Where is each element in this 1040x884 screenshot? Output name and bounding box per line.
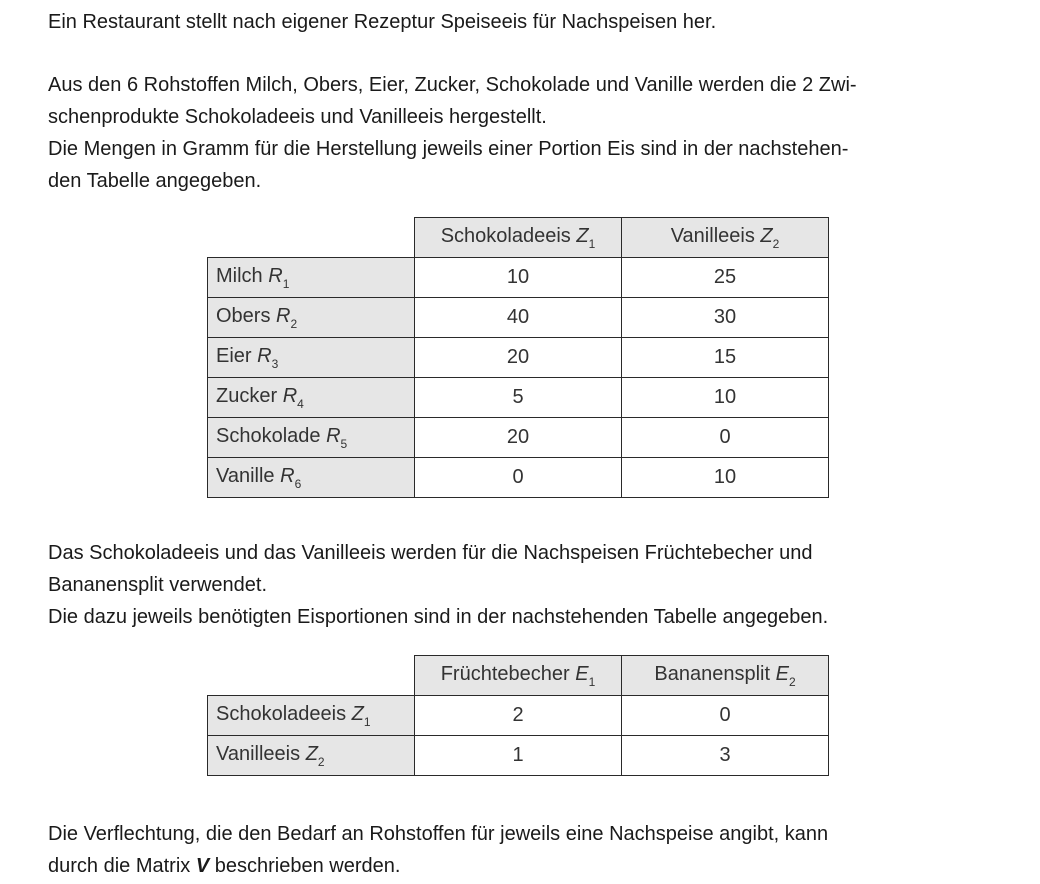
table-row bbox=[208, 696, 829, 736]
paragraph-line: Das Schokoladeeis und das Vanilleeis werden für die Nachspeisen Früchtebecher und bbox=[48, 542, 813, 564]
table-row bbox=[208, 378, 829, 418]
intro-paragraph bbox=[48, 6, 1008, 38]
column-header: Früchtebecher $E_1$ bbox=[415, 656, 622, 696]
table-row bbox=[208, 736, 829, 776]
paragraph-line: Die Mengen in Gramm für die Herstellung jeweils einer Portion Eis sind in der nachstehen- bbox=[48, 138, 849, 160]
table-cell: 3 bbox=[622, 736, 829, 776]
table-corner bbox=[208, 218, 415, 258]
table-cell: 2 bbox=[415, 696, 622, 736]
row-header: Schokolade $R_5$ bbox=[208, 418, 415, 458]
table-cell: 1 bbox=[415, 736, 622, 776]
raw-materials-table bbox=[207, 217, 829, 498]
paragraph-line: Die dazu jeweils benötigten Eisportionen sind in der nachstehenden Tabelle angegeben. bbox=[48, 606, 829, 628]
table-cell: 0 bbox=[622, 418, 829, 458]
row-header: Zucker $R_4$ bbox=[208, 378, 415, 418]
row-header: Milch $R_1$ bbox=[208, 258, 415, 298]
column-header: Vanilleeis $Z_2$ bbox=[622, 218, 829, 258]
table-cell: 20 bbox=[415, 418, 622, 458]
table-row bbox=[208, 338, 829, 378]
table-cell: 0 bbox=[415, 458, 622, 498]
row-header: Obers $R_2$ bbox=[208, 298, 415, 338]
paragraph-line: Bananensplit verwendet. bbox=[48, 574, 268, 596]
table-cell: 10 bbox=[622, 458, 829, 498]
column-header: Schokoladeeis $Z_1$ bbox=[415, 218, 622, 258]
table-row bbox=[208, 418, 829, 458]
row-header: Eier $R_3$ bbox=[208, 338, 415, 378]
row-header: Vanille $R_6$ bbox=[208, 458, 415, 498]
table-corner bbox=[208, 656, 415, 696]
desserts-paragraph bbox=[48, 537, 1008, 633]
row-header: Schokoladeeis $Z_1$ bbox=[208, 696, 415, 736]
table-cell: 10 bbox=[415, 258, 622, 298]
table-cell: 15 bbox=[622, 338, 829, 378]
column-header: Bananensplit $E_2$ bbox=[622, 656, 829, 696]
table-cell: 20 bbox=[415, 338, 622, 378]
intro-line: Ein Restaurant stellt nach eigener Rezeptur Speiseeis für Nachspeisen her. bbox=[48, 11, 717, 33]
table-header-row bbox=[208, 218, 829, 258]
paragraph-line: den Tabelle angegeben. bbox=[48, 170, 262, 192]
paragraph-line: schenprodukte Schokoladeeis und Vanilleeis hergestellt. bbox=[48, 106, 547, 128]
row-header: Vanilleeis $Z_2$ bbox=[208, 736, 415, 776]
table-cell: 30 bbox=[622, 298, 829, 338]
table-row bbox=[208, 258, 829, 298]
table-cell: 5 bbox=[415, 378, 622, 418]
paragraph-line: Die Verflechtung, die den Bedarf an Rohstoffen für jeweils eine Nachspeise angibt, kann bbox=[48, 823, 829, 845]
table-row bbox=[208, 458, 829, 498]
ice-portions-table bbox=[207, 655, 829, 776]
table-cell: 10 bbox=[622, 378, 829, 418]
table-cell: 40 bbox=[415, 298, 622, 338]
raw-materials-paragraph bbox=[48, 69, 1008, 197]
paragraph-line: Aus den 6 Rohstoffen Milch, Obers, Eier, Zucker, Schokolade und Vanille werden die 2 Zwi- bbox=[48, 74, 857, 96]
table-row bbox=[208, 298, 829, 338]
matrix-symbol: V bbox=[195, 855, 210, 877]
paragraph-line: durch die Matrix V beschrieben werden. bbox=[48, 855, 401, 877]
table-cell: 25 bbox=[622, 258, 829, 298]
table-header-row bbox=[208, 656, 829, 696]
table-cell: 0 bbox=[622, 696, 829, 736]
matrix-paragraph bbox=[48, 818, 1008, 882]
